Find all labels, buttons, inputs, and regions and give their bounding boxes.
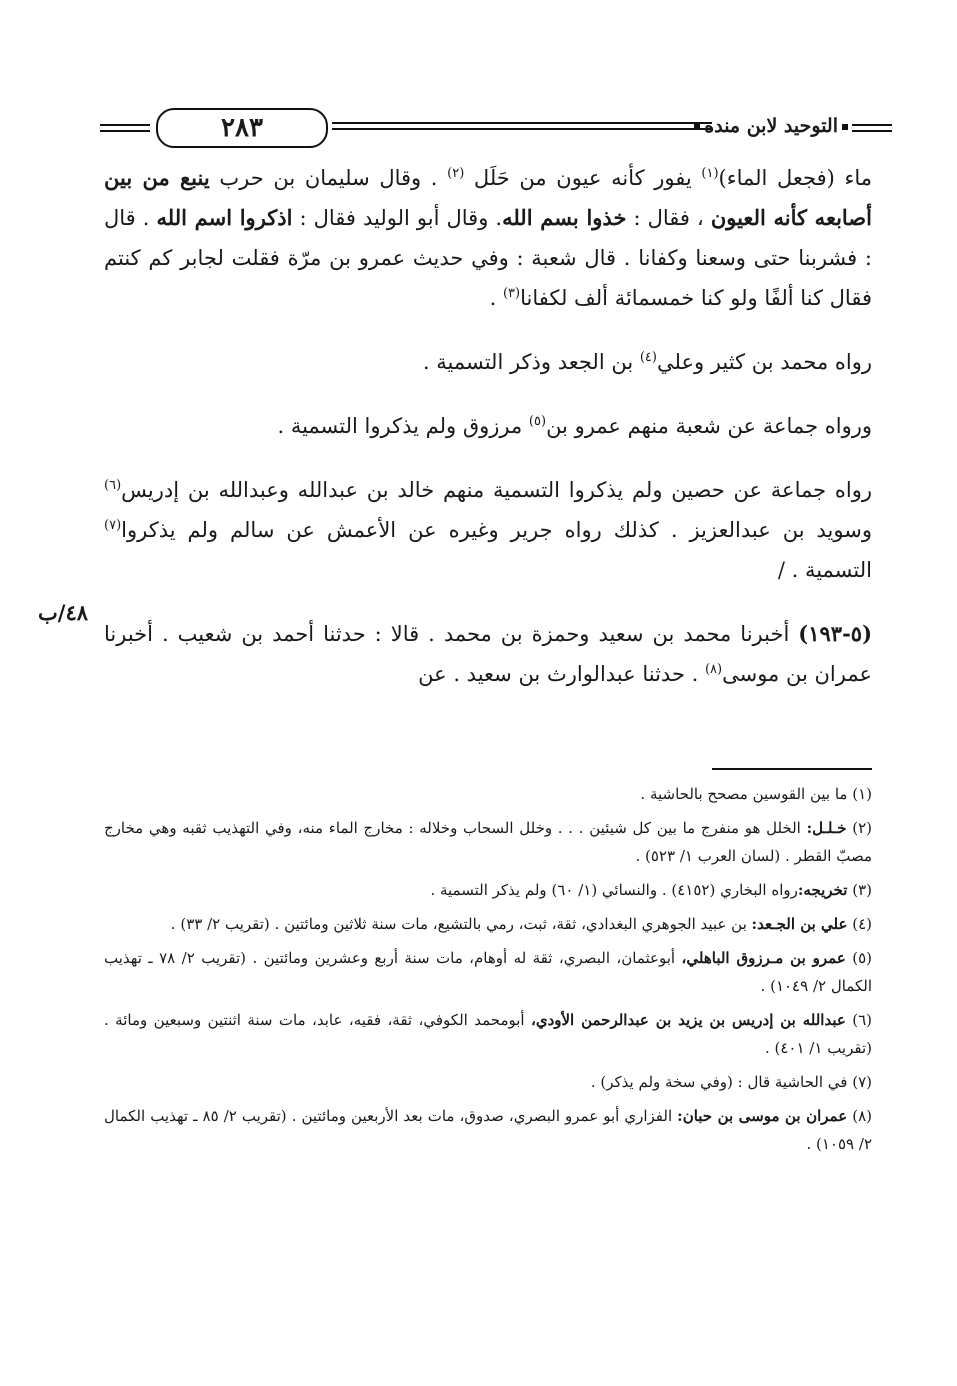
header-rule-middle [332, 122, 712, 130]
footnote-term: عمران بن موسى بن حبان: [677, 1107, 848, 1125]
footnote-term: خـلـل: [806, 819, 847, 837]
footnote-number: (٥) [845, 949, 872, 967]
paragraph-3 [104, 406, 872, 446]
footnote-term: عمرو بن مـرزوق الباهلي، [681, 949, 846, 967]
footnote-term: عبدالله بن إدريس بن يزيد بن عبدالرحمن الأودي، [531, 1011, 846, 1029]
paragraph-5 [104, 614, 872, 694]
footnote-text: (٧) في الحاشية قال : (وفي سخة ولم يذكر) . [590, 1073, 872, 1091]
footnote-5 [104, 944, 872, 1000]
ornament-dot [842, 124, 848, 130]
manuscript-folio-note: ٤٨/ب [38, 600, 89, 625]
text-run: بن الجعد وذكر التسمية . [422, 350, 640, 374]
footnote-ref: (٤) [639, 350, 657, 365]
footnote-text: رواه البخاري (٤١٥٢) . والنسائي (١/ ٦٠) ولم يذكر التسمية . [430, 881, 798, 899]
footnote-ref: (٣) [502, 286, 521, 301]
footnote-ref: (٨) [704, 662, 723, 677]
footnote-term: علي بن الجـعد: [751, 915, 848, 933]
paragraph-1 [104, 158, 872, 318]
text-run: . وقال أبو الوليد فقال : [292, 206, 503, 230]
text-run: ، فقال : [626, 206, 711, 230]
footnote-4 [104, 910, 872, 938]
text-run: ماء (فجعل الماء) [718, 166, 873, 190]
footnote-ref: (٢) [447, 166, 465, 181]
text-run: رواه محمد بن كثير وعلي [656, 350, 872, 374]
text-run: . حدثنا عبدالوارث بن سعيد . عن [418, 662, 705, 686]
paragraph-2 [104, 342, 872, 382]
footnote-3 [104, 876, 872, 904]
text-run: . قال : فشربنا حتى وسعنا وكفانا . قال شعبة : وفي حديث عمرو بن مرّة فقلت لجابر كم كنتم فقال كنا ألفًا ولو كنا خمسمائة ألف لكفانا [104, 206, 872, 310]
footnote-8 [104, 1102, 872, 1158]
footnote-text: الفزاري أبو عمرو البصري، صدوق، مات بعد الأربعين ومائتين . (تقريب ٢/ ٨٥ ـ تهذيب الكمال ٢/ ١٠٥٩) . [104, 1107, 872, 1153]
page-number: ٢٨٣ [156, 108, 328, 148]
text-run: . وقال سليمان بن حرب [209, 166, 448, 190]
main-text [104, 158, 872, 694]
text-run: رواه جماعة عن حصين ولم يذكروا التسمية منهم خالد بن عبدالله وعبدالله بن إدريس [121, 478, 872, 502]
text-run: . [489, 286, 503, 310]
footnote-1 [104, 780, 872, 808]
footnote-ref: (٥) [528, 414, 547, 429]
paragraph-4 [104, 470, 872, 590]
page-header [100, 108, 870, 148]
text-run: التسمية . / [777, 558, 872, 582]
text-run: وسويد بن عبدالعزيز . كذلك رواه جرير وغيره عن الأعمش عن سالم ولم يذكروا [121, 518, 872, 542]
footnote-text: بن عبيد الجوهري البغدادي، ثقة، ثبت، رمي بالتشيع، مات سنة ثلاثين ومائتين . (تقريب ٢/ ٣٣) . [170, 915, 752, 933]
header-rule-left [100, 124, 150, 132]
footnote-text: أبوعثمان، البصري، ثقة له أوهام، مات سنة أربع وعشرين ومائتين . (تقريب ٢/ ٧٨ ـ تهذيب الكمال ٢/ ١٠٤٩) . [104, 949, 872, 995]
footnote-ref: (٧) [104, 518, 122, 533]
footnote-number: (٨) [847, 1107, 873, 1125]
text-run: ورواه جماعة عن شعبة منهم عمرو بن [546, 414, 872, 438]
footnote-number: (٣) [847, 881, 872, 899]
footnote-text: أبومحمد الكوفي، ثقة، فقيه، عابد، مات سنة اثنتين وسبعين ومائة . (تقريب ١/ ٤٠١) . [104, 1011, 872, 1057]
footnote-text: (١) ما بين القوسين مصحح بالحاشية . [640, 785, 872, 803]
footnote-ref: (٦) [104, 478, 122, 493]
book-title-text: التوحيد لابن منده [704, 115, 838, 137]
book-title [704, 108, 852, 144]
footnote-ref: (١) [701, 166, 719, 181]
footnote-number: (٦) [845, 1011, 873, 1029]
footnotes [104, 780, 872, 1164]
hadith-number: (٥-١٩٣) [798, 621, 872, 646]
bold-phrase: اذكروا اسم الله [156, 205, 293, 230]
footnote-separator [712, 768, 872, 770]
text-run: مرزوق ولم يذكروا التسمية . [277, 414, 529, 438]
footnote-text: الخلل هو منفرج ما بين كل شيئين . . . وخلل السحاب وخلاله : مخارج الماء منه، وفي التهذيب ثقبه وهي مخارج مصبّ القطر . (لسان العرب ١/ ٥٢٣) . [104, 819, 872, 865]
ornament-dot [694, 124, 700, 130]
footnote-number: (٢) [846, 819, 872, 837]
text-run: يفور كأنه عيون من حَلَل [464, 166, 702, 190]
bold-phrase: ينبع من بين أصابعه كأنه العيون [104, 165, 872, 230]
footnote-number: (٤) [847, 915, 872, 933]
text-run: أخبرنا محمد بن سعيد وحمزة بن محمد . قالا : حدثنا أحمد بن شعيب . أخبرنا عمران بن موسى [104, 622, 872, 686]
footnote-term: تخريجه: [797, 881, 848, 899]
bold-phrase: خذوا بسم الله [502, 205, 627, 230]
footnote-6 [104, 1006, 872, 1062]
footnote-7 [104, 1068, 872, 1096]
header-rule-right [852, 124, 892, 132]
footnote-2 [104, 814, 872, 870]
